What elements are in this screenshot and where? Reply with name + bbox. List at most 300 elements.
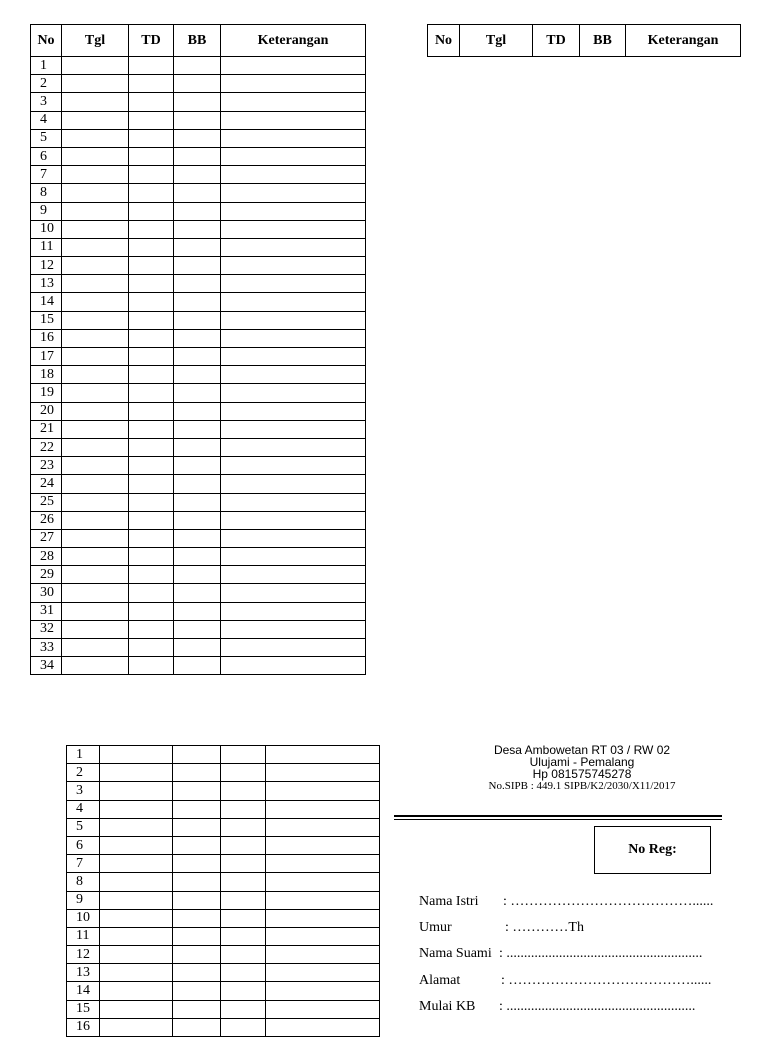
row-number: 23 xyxy=(31,457,62,475)
empty-cell xyxy=(173,836,221,854)
empty-cell xyxy=(173,927,221,945)
row-number: 12 xyxy=(31,257,62,275)
empty-cell xyxy=(174,93,221,111)
empty-cell xyxy=(129,602,174,620)
empty-cell xyxy=(100,764,173,782)
empty-cell xyxy=(221,1018,266,1036)
empty-cell xyxy=(221,566,366,584)
empty-cell xyxy=(129,220,174,238)
empty-cell xyxy=(221,764,266,782)
empty-cell xyxy=(221,238,366,256)
empty-cell xyxy=(174,166,221,184)
field-value: : …………Th xyxy=(505,920,584,935)
empty-cell xyxy=(62,602,129,620)
empty-cell xyxy=(100,909,173,927)
empty-cell xyxy=(174,620,221,638)
table-row xyxy=(67,746,380,764)
table-row xyxy=(31,129,366,147)
table-row xyxy=(31,329,366,347)
table-row xyxy=(31,384,366,402)
empty-cell xyxy=(62,202,129,220)
empty-cell xyxy=(174,384,221,402)
empty-cell xyxy=(174,311,221,329)
empty-cell xyxy=(221,111,366,129)
header-td: TD xyxy=(533,25,580,57)
table-row xyxy=(31,493,366,511)
empty-cell xyxy=(221,457,366,475)
row-number: 33 xyxy=(31,639,62,657)
empty-cell xyxy=(266,964,380,982)
row-number: 2 xyxy=(31,75,62,93)
row-number: 2 xyxy=(67,764,100,782)
empty-cell xyxy=(129,129,174,147)
empty-cell xyxy=(174,238,221,256)
empty-cell xyxy=(129,111,174,129)
header-td: TD xyxy=(129,25,174,57)
empty-cell xyxy=(221,800,266,818)
empty-cell xyxy=(129,566,174,584)
empty-cell xyxy=(266,873,380,891)
empty-cell xyxy=(174,420,221,438)
table-row xyxy=(67,946,380,964)
empty-cell xyxy=(174,493,221,511)
empty-cell xyxy=(221,348,366,366)
row-number: 8 xyxy=(31,184,62,202)
empty-cell xyxy=(129,657,174,675)
empty-cell xyxy=(266,1000,380,1018)
divider-bottom xyxy=(394,819,722,820)
field-label: Alamat xyxy=(419,973,461,988)
empty-cell xyxy=(221,329,366,347)
table-row xyxy=(67,909,380,927)
empty-cell xyxy=(62,238,129,256)
row-number: 30 xyxy=(31,584,62,602)
divider-top xyxy=(394,815,722,817)
empty-cell xyxy=(62,184,129,202)
empty-cell xyxy=(62,129,129,147)
empty-cell xyxy=(62,147,129,165)
row-number: 19 xyxy=(31,384,62,402)
empty-cell xyxy=(221,964,266,982)
table-row xyxy=(31,420,366,438)
empty-cell xyxy=(174,584,221,602)
row-number: 4 xyxy=(31,111,62,129)
empty-cell xyxy=(62,329,129,347)
row-number: 11 xyxy=(31,238,62,256)
empty-cell xyxy=(62,493,129,511)
record-table-top-left xyxy=(30,24,366,675)
table-row xyxy=(31,620,366,638)
row-number: 7 xyxy=(31,166,62,184)
empty-cell xyxy=(129,584,174,602)
table-row xyxy=(31,293,366,311)
empty-cell xyxy=(221,366,366,384)
empty-cell xyxy=(62,620,129,638)
empty-cell xyxy=(174,602,221,620)
row-number: 4 xyxy=(67,800,100,818)
empty-cell xyxy=(174,111,221,129)
empty-cell xyxy=(174,438,221,456)
empty-cell xyxy=(221,548,366,566)
empty-cell xyxy=(221,129,366,147)
empty-cell xyxy=(100,836,173,854)
empty-cell xyxy=(221,257,366,275)
row-number: 18 xyxy=(31,366,62,384)
row-number: 17 xyxy=(31,348,62,366)
table-row xyxy=(31,657,366,675)
registration-number-box xyxy=(594,826,711,874)
empty-cell xyxy=(266,764,380,782)
header-keterangan: Keterangan xyxy=(626,25,741,57)
empty-cell xyxy=(174,366,221,384)
row-number: 3 xyxy=(67,782,100,800)
empty-cell xyxy=(62,420,129,438)
table-row xyxy=(31,220,366,238)
empty-cell xyxy=(221,982,266,1000)
empty-cell xyxy=(100,873,173,891)
empty-cell xyxy=(221,746,266,764)
row-number: 25 xyxy=(31,493,62,511)
empty-cell xyxy=(174,657,221,675)
empty-cell xyxy=(129,620,174,638)
empty-cell xyxy=(221,202,366,220)
empty-cell xyxy=(129,147,174,165)
header-bb: BB xyxy=(580,25,626,57)
empty-cell xyxy=(173,818,221,836)
field-age xyxy=(419,920,584,936)
empty-cell xyxy=(221,147,366,165)
row-number: 3 xyxy=(31,93,62,111)
empty-cell xyxy=(62,384,129,402)
table-row xyxy=(31,438,366,456)
empty-cell xyxy=(221,529,366,547)
empty-cell xyxy=(221,1000,266,1018)
empty-cell xyxy=(173,800,221,818)
table-row xyxy=(31,147,366,165)
table-row xyxy=(31,475,366,493)
row-number: 1 xyxy=(67,746,100,764)
row-number: 31 xyxy=(31,602,62,620)
table-row xyxy=(31,57,366,75)
empty-cell xyxy=(62,457,129,475)
row-number: 6 xyxy=(31,147,62,165)
empty-cell xyxy=(174,548,221,566)
field-address xyxy=(419,973,712,989)
row-number: 32 xyxy=(31,620,62,638)
empty-cell xyxy=(221,93,366,111)
empty-cell xyxy=(174,220,221,238)
empty-cell xyxy=(173,964,221,982)
empty-cell xyxy=(173,909,221,927)
empty-cell xyxy=(100,782,173,800)
row-number: 22 xyxy=(31,438,62,456)
empty-cell xyxy=(174,57,221,75)
table-row xyxy=(67,891,380,909)
table-header-row xyxy=(31,25,366,57)
row-number: 20 xyxy=(31,402,62,420)
empty-cell xyxy=(129,384,174,402)
empty-cell xyxy=(62,639,129,657)
empty-cell xyxy=(174,511,221,529)
empty-cell xyxy=(100,1018,173,1036)
empty-cell xyxy=(129,57,174,75)
empty-cell xyxy=(266,891,380,909)
empty-cell xyxy=(266,982,380,1000)
row-number: 13 xyxy=(67,964,100,982)
empty-cell xyxy=(129,257,174,275)
empty-cell xyxy=(221,493,366,511)
row-number: 12 xyxy=(67,946,100,964)
row-number: 1 xyxy=(31,57,62,75)
empty-cell xyxy=(129,238,174,256)
empty-cell xyxy=(221,475,366,493)
empty-cell xyxy=(62,166,129,184)
reg-label: No Reg: xyxy=(628,842,677,857)
empty-cell xyxy=(174,293,221,311)
row-number: 26 xyxy=(31,511,62,529)
row-number: 7 xyxy=(67,855,100,873)
empty-cell xyxy=(221,511,366,529)
record-table-top-right xyxy=(427,24,741,57)
field-label: Umur xyxy=(419,920,452,935)
table-row xyxy=(31,529,366,547)
empty-cell xyxy=(221,639,366,657)
empty-cell xyxy=(221,873,266,891)
empty-cell xyxy=(129,511,174,529)
table-row xyxy=(67,1000,380,1018)
field-value: : ........................................................ xyxy=(499,946,703,961)
empty-cell xyxy=(173,1000,221,1018)
empty-cell xyxy=(174,457,221,475)
empty-cell xyxy=(221,657,366,675)
empty-cell xyxy=(62,366,129,384)
empty-cell xyxy=(266,746,380,764)
empty-cell xyxy=(173,873,221,891)
empty-cell xyxy=(62,311,129,329)
table-row xyxy=(31,311,366,329)
empty-cell xyxy=(129,493,174,511)
empty-cell xyxy=(221,384,366,402)
row-number: 9 xyxy=(31,202,62,220)
field-wife-name xyxy=(419,894,714,910)
empty-cell xyxy=(129,93,174,111)
header-tgl: Tgl xyxy=(62,25,129,57)
empty-cell xyxy=(221,855,266,873)
table-row xyxy=(31,166,366,184)
empty-cell xyxy=(62,111,129,129)
table-row xyxy=(31,566,366,584)
table-row xyxy=(67,855,380,873)
empty-cell xyxy=(221,184,366,202)
empty-cell xyxy=(129,457,174,475)
table-row xyxy=(67,964,380,982)
table-row xyxy=(31,639,366,657)
empty-cell xyxy=(173,1018,221,1036)
row-number: 14 xyxy=(31,293,62,311)
field-value: : …………………………………...... xyxy=(501,973,712,988)
empty-cell xyxy=(221,836,266,854)
empty-cell xyxy=(174,147,221,165)
empty-cell xyxy=(266,855,380,873)
empty-cell xyxy=(174,184,221,202)
empty-cell xyxy=(62,529,129,547)
empty-cell xyxy=(221,602,366,620)
phone-line: Hp 081575745278 xyxy=(532,767,632,781)
field-label: Nama Istri xyxy=(419,894,479,909)
empty-cell xyxy=(173,982,221,1000)
field-husband-name xyxy=(419,946,703,962)
empty-cell xyxy=(100,746,173,764)
row-number: 11 xyxy=(67,927,100,945)
table-row xyxy=(31,75,366,93)
row-number: 5 xyxy=(31,129,62,147)
empty-cell xyxy=(62,275,129,293)
table-row xyxy=(31,402,366,420)
empty-cell xyxy=(174,529,221,547)
empty-cell xyxy=(129,420,174,438)
table-row xyxy=(31,93,366,111)
row-number: 6 xyxy=(67,836,100,854)
empty-cell xyxy=(266,836,380,854)
table-row xyxy=(67,836,380,854)
table-row xyxy=(31,457,366,475)
table-row xyxy=(31,111,366,129)
table-row xyxy=(31,348,366,366)
row-number: 16 xyxy=(67,1018,100,1036)
empty-cell xyxy=(173,764,221,782)
empty-cell xyxy=(266,1018,380,1036)
empty-cell xyxy=(129,548,174,566)
empty-cell xyxy=(221,891,266,909)
header-bb: BB xyxy=(174,25,221,57)
row-number: 9 xyxy=(67,891,100,909)
empty-cell xyxy=(266,927,380,945)
row-number: 27 xyxy=(31,529,62,547)
empty-cell xyxy=(173,855,221,873)
record-table-bottom-left xyxy=(66,745,380,1037)
empty-cell xyxy=(129,438,174,456)
row-number: 29 xyxy=(31,566,62,584)
empty-cell xyxy=(221,927,266,945)
table-row xyxy=(67,800,380,818)
empty-cell xyxy=(62,438,129,456)
empty-cell xyxy=(173,946,221,964)
location-line: Ulujami - Pemalang xyxy=(529,755,635,769)
empty-cell xyxy=(173,891,221,909)
table-row xyxy=(67,927,380,945)
empty-cell xyxy=(266,800,380,818)
table-header-row xyxy=(428,25,741,57)
empty-cell xyxy=(129,311,174,329)
empty-cell xyxy=(221,584,366,602)
empty-cell xyxy=(173,782,221,800)
empty-cell xyxy=(266,818,380,836)
table-row xyxy=(31,511,366,529)
empty-cell xyxy=(100,964,173,982)
address-line: Desa Ambowetan RT 03 / RW 02 xyxy=(493,743,671,757)
row-number: 34 xyxy=(31,657,62,675)
empty-cell xyxy=(221,402,366,420)
empty-cell xyxy=(62,402,129,420)
table-row xyxy=(31,602,366,620)
row-number: 15 xyxy=(67,1000,100,1018)
empty-cell xyxy=(221,166,366,184)
empty-cell xyxy=(129,293,174,311)
empty-cell xyxy=(62,657,129,675)
empty-cell xyxy=(100,946,173,964)
empty-cell xyxy=(100,818,173,836)
table-row xyxy=(31,584,366,602)
empty-cell xyxy=(221,420,366,438)
empty-cell xyxy=(174,202,221,220)
row-number: 10 xyxy=(67,909,100,927)
empty-cell xyxy=(174,129,221,147)
row-number: 8 xyxy=(67,873,100,891)
empty-cell xyxy=(129,166,174,184)
empty-cell xyxy=(266,782,380,800)
table-row xyxy=(31,238,366,256)
empty-cell xyxy=(173,746,221,764)
empty-cell xyxy=(62,75,129,93)
empty-cell xyxy=(129,75,174,93)
empty-cell xyxy=(266,946,380,964)
empty-cell xyxy=(100,800,173,818)
table-row xyxy=(31,366,366,384)
row-number: 15 xyxy=(31,311,62,329)
header-no: No xyxy=(31,25,62,57)
empty-cell xyxy=(62,348,129,366)
table-row xyxy=(67,982,380,1000)
empty-cell xyxy=(62,57,129,75)
table-row xyxy=(31,548,366,566)
field-value: : ...................................................... xyxy=(499,999,696,1014)
table-row xyxy=(67,1018,380,1036)
table-row xyxy=(31,257,366,275)
table-row xyxy=(67,782,380,800)
empty-cell xyxy=(100,1000,173,1018)
empty-cell xyxy=(174,475,221,493)
empty-cell xyxy=(221,275,366,293)
table-row xyxy=(31,202,366,220)
empty-cell xyxy=(174,348,221,366)
table-row xyxy=(31,184,366,202)
empty-cell xyxy=(221,438,366,456)
empty-cell xyxy=(129,275,174,293)
empty-cell xyxy=(174,402,221,420)
empty-cell xyxy=(62,93,129,111)
empty-cell xyxy=(221,782,266,800)
empty-cell xyxy=(129,202,174,220)
table-row xyxy=(67,764,380,782)
empty-cell xyxy=(174,257,221,275)
empty-cell xyxy=(221,909,266,927)
header-no: No xyxy=(428,25,460,57)
empty-cell xyxy=(174,639,221,657)
field-kb-start xyxy=(419,999,696,1015)
empty-cell xyxy=(129,348,174,366)
empty-cell xyxy=(100,891,173,909)
empty-cell xyxy=(100,982,173,1000)
empty-cell xyxy=(62,220,129,238)
empty-cell xyxy=(221,220,366,238)
empty-cell xyxy=(174,75,221,93)
row-number: 13 xyxy=(31,275,62,293)
empty-cell xyxy=(221,946,266,964)
empty-cell xyxy=(62,584,129,602)
table-row xyxy=(31,275,366,293)
empty-cell xyxy=(174,566,221,584)
empty-cell xyxy=(62,511,129,529)
